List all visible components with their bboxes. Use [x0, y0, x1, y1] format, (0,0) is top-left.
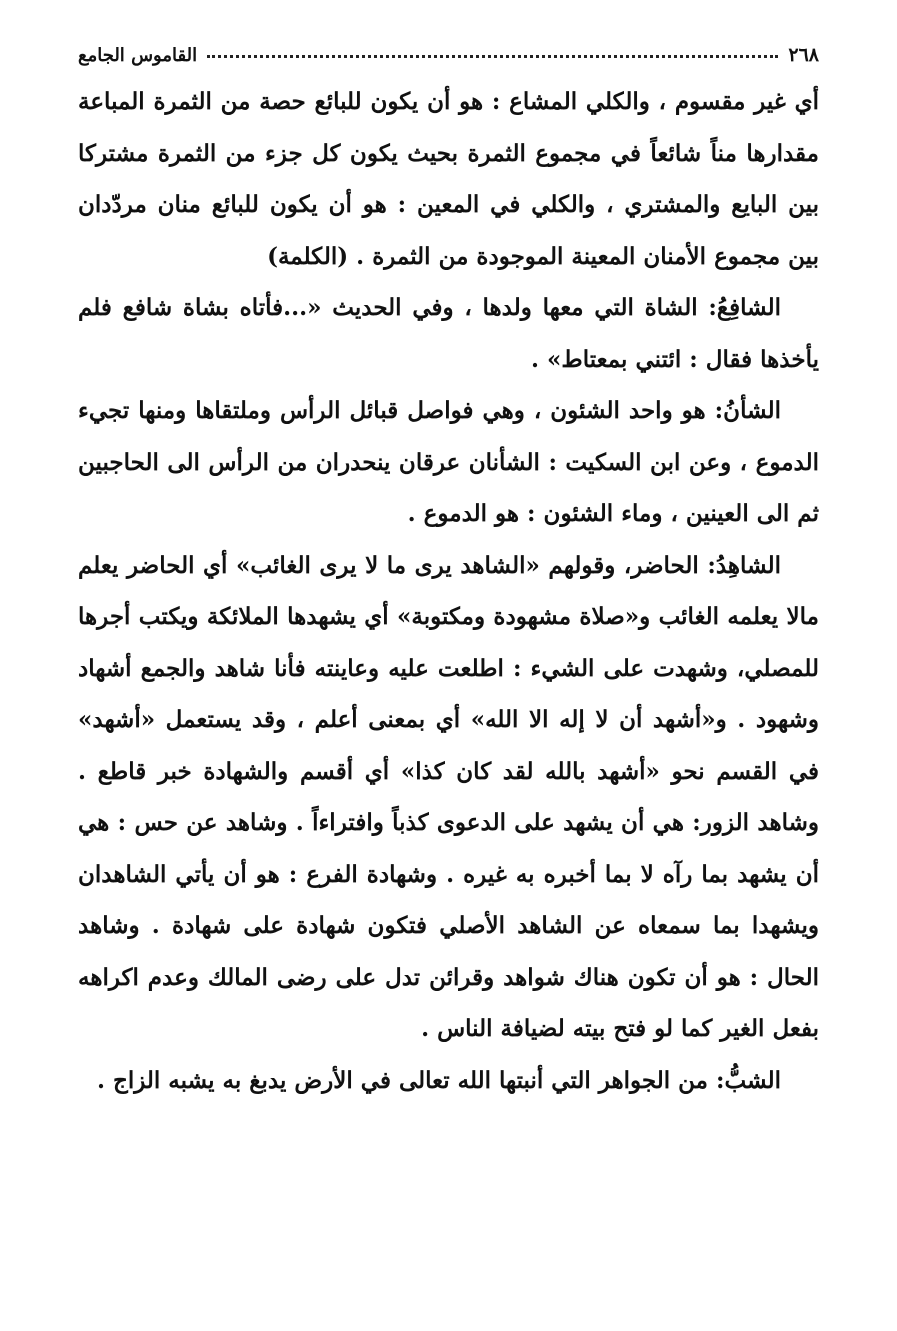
book-title: القاموس الجامع: [78, 45, 198, 66]
dictionary-entry: [78, 282, 819, 385]
entry-text: : الحاضر، وقولهم «الشاهد يرى ما لا يرى الغائب» أي الحاضر يعلم مالا يعلمه الغائب و«صلاة مشهودة ومكتوبة» أي يشهدها الملائكة ويكتب أجرها للمصلي، وشهدت على الشيء : اطلعت عليه وعاينته فأنا شاهد والجمع أشهاد وشهود . و«أشهد أن لا إله الا الله» أي بمعنى أعلم ، وقد يستعمل «أشهد» في القسم نحو «أشهد بالله لقد كان كذا» أي أقسم والشهادة خبر قاطع . وشاهد الزور: هي أن يشهد على الدعوى كذباً وافتراءاً . وشاهد عن حس : هي أن يشهد بما رآه لا بما أخبره به غيره . وشهادة الفرع : هو أن يأتي الشاهدان ويشهدا بما سمعاه عن الشاهد الأصلي فتكون شهادة على شهادة . وشاهد الحال : هو أن تكون هناك شواهد وقرائن تدل على رضى المالك وعدم اكراهه بفعل الغير كما لو فتح بيته لضيافة الناس .: [78, 551, 819, 1042]
entry-text: أي غير مقسوم ، والكلي المشاع : هو أن يكون للبائع حصة من الثمرة المباعة مقدارها مناً شائعاً في مجموع الثمرة بحيث يكون كل جزء من الثمرة مشتركا بين البايع والمشتري ، والكلي في المعين : هو أن يكون للبائع منان مردّدان بين مجموع الأمنان المعينة الموجودة من الثمرة . (الكلمة): [78, 88, 819, 270]
dictionary-entry: [78, 1055, 819, 1107]
entry-headword: الشأنُ: [723, 397, 781, 424]
dictionary-entry: [78, 385, 819, 540]
entry-text: : من الجواهر التي أنبتها الله تعالى في الأرض يدبغ به يشبه الزاج .: [96, 1066, 725, 1094]
entry-text: : هو واحد الشئون ، وهي فواصل قبائل الرأس وملتقاها ومنها تجيء الدموع ، وعن ابن السكيت : الشأنان عرقان ينحدران من الرأس الى الحاجبين ثم الى العينين ، وماء الشئون : هو الدموع .: [78, 397, 819, 527]
page-number: ٢٦٨: [788, 44, 819, 66]
entry-headword: الشاهِدُ: [715, 551, 781, 579]
entry-text: : الشاة التي معها ولدها ، وفي الحديث «...فأتاه بشاة شافع فلم يأخذها فقال : ائتني بمعتاط» .: [78, 294, 819, 373]
entry-headword: الشافِعُ: [716, 294, 781, 321]
running-head: [78, 34, 819, 66]
continuation-paragraph: [78, 76, 819, 282]
entry-headword: الشبُّ: [724, 1066, 781, 1094]
dictionary-body: [78, 76, 819, 1106]
dotted-leader: [207, 54, 778, 58]
dictionary-entry: [78, 540, 819, 1055]
